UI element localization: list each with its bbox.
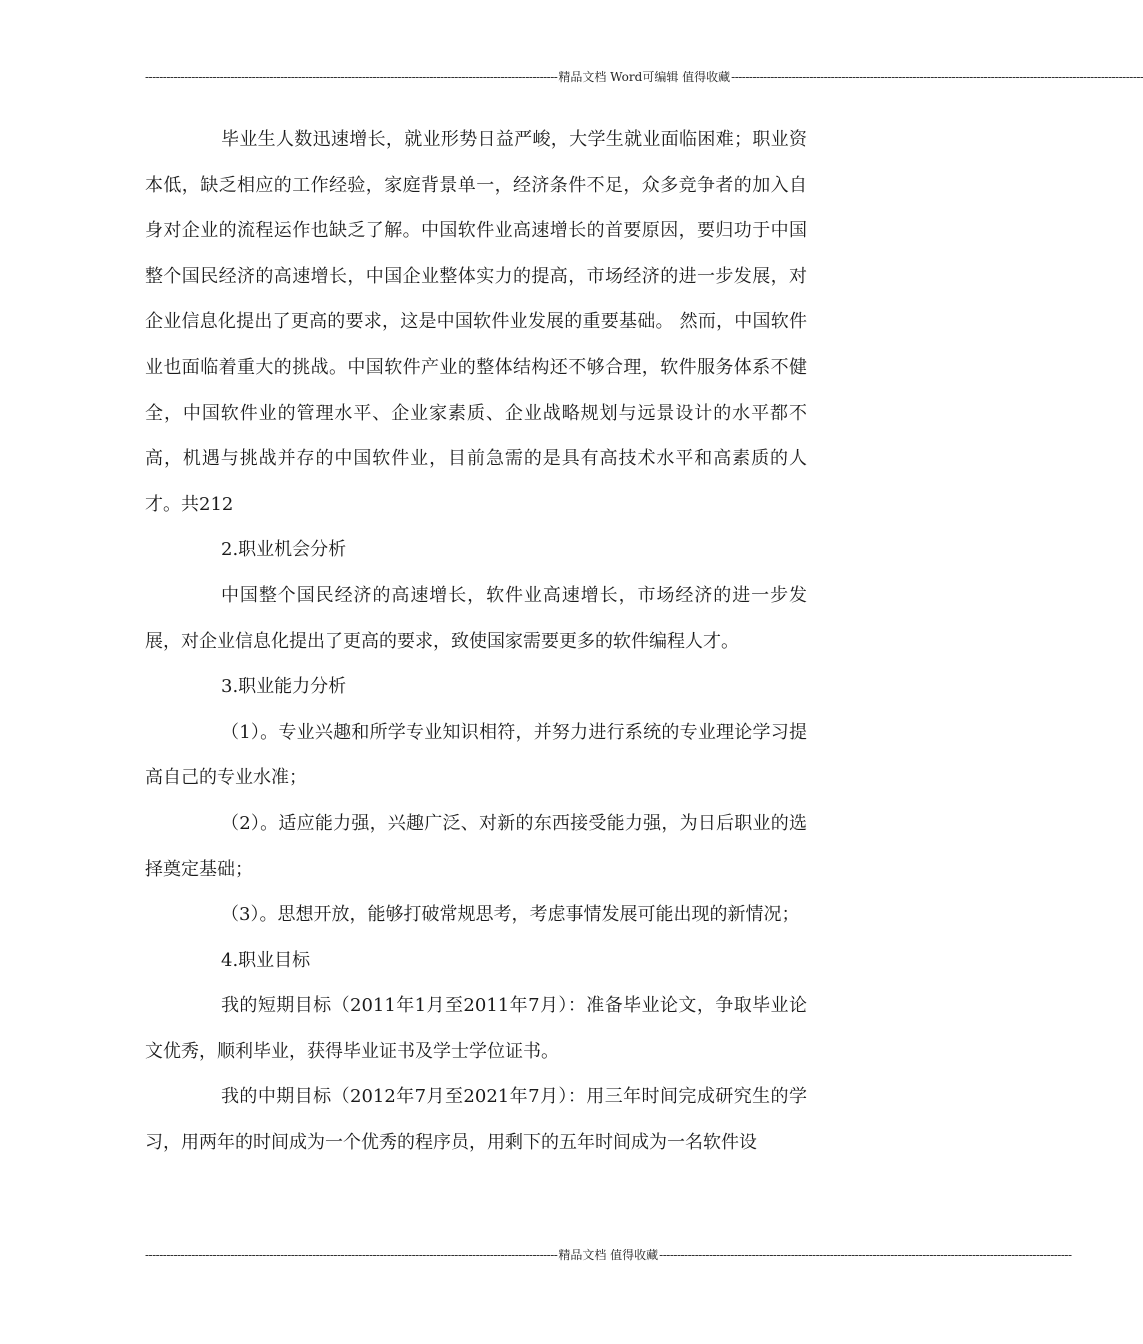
page-header (145, 69, 1143, 85)
paragraph-ability-1: （1）。专业兴趣和所学专业知识相符，并努力进行系统的专业理论学习提高自己的专业水准； (145, 721, 807, 789)
paragraph-employment-situation: 毕业生人数迅速增长，就业形势日益严峻，大学生就业面临困难；职业资本低，缺乏相应的工作经验，家庭背景单一，经济条件不足，众多竞争者的加入自身对企业的流程运作也缺乏了解。中国软件业高速增长的首要原因，要归功于中国整个国民经济的高速增长，中国企业整体实力的提高，市场经济的进一步发展，对企业信息化提出了更高的要求，这是中国软件业发展的重要基础。 然而，中国软件业也面临着重大的挑战。中国软件产业的整体结构还不够合理，软件服务体系不健全，中国软件业的管理水平、企业家素质、企业战略规划与远景设计的水平都不高，机遇与挑战并存的中国软件业，目前急需的是具有高技术水平和高素质的人才。共212 (145, 129, 807, 515)
paragraph-ability-3: （3）。思想开放，能够打破常规思考，考虑事情发展可能出现的新情况； (221, 904, 800, 926)
paragraph-short-term-goal: 我的短期目标（2011年1月至2011年7月）：准备毕业论文，争取毕业论文优秀，顺利毕业，获得毕业证书及学士学位证书。 (145, 995, 807, 1062)
header-text: 精品文档 Word可编辑 值得收藏 (558, 70, 731, 84)
header-rule-left: -------------------------------------------------------------------------------------------------------------------- (145, 70, 558, 84)
footer-text: 精品文档 值得收藏 (558, 1248, 659, 1262)
header-rule-right: -------------------------------------------------------------------------------------------------------------------- (731, 70, 1143, 84)
heading-career-opportunity: 2.职业机会分析 (221, 539, 347, 561)
paragraph-mid-term-goal: 我的中期目标（2012年7月至2021年7月）：用三年时间完成研究生的学习，用两年的时间成为一个优秀的程序员，用剩下的五年时间成为一名软件设 (145, 1086, 807, 1154)
page-footer (145, 1247, 1072, 1263)
heading-career-goals: 4.职业目标 (221, 949, 311, 971)
paragraph-career-opportunity: 中国整个国民经济的高速增长，软件业高速增长，市场经济的进一步发展，对企业信息化提出了更高的要求，致使国家需要更多的软件编程人才。 (145, 584, 807, 652)
document-body (145, 117, 807, 1166)
paragraph-ability-2: （2）。适应能力强，兴趣广泛、对新的东西接受能力强，为日后职业的选择奠定基础； (145, 812, 807, 880)
heading-career-ability: 3.职业能力分析 (221, 676, 347, 698)
footer-rule-right: -------------------------------------------------------------------------------------------------------------------- (659, 1248, 1072, 1262)
footer-rule-left: -------------------------------------------------------------------------------------------------------------------- (145, 1248, 558, 1262)
